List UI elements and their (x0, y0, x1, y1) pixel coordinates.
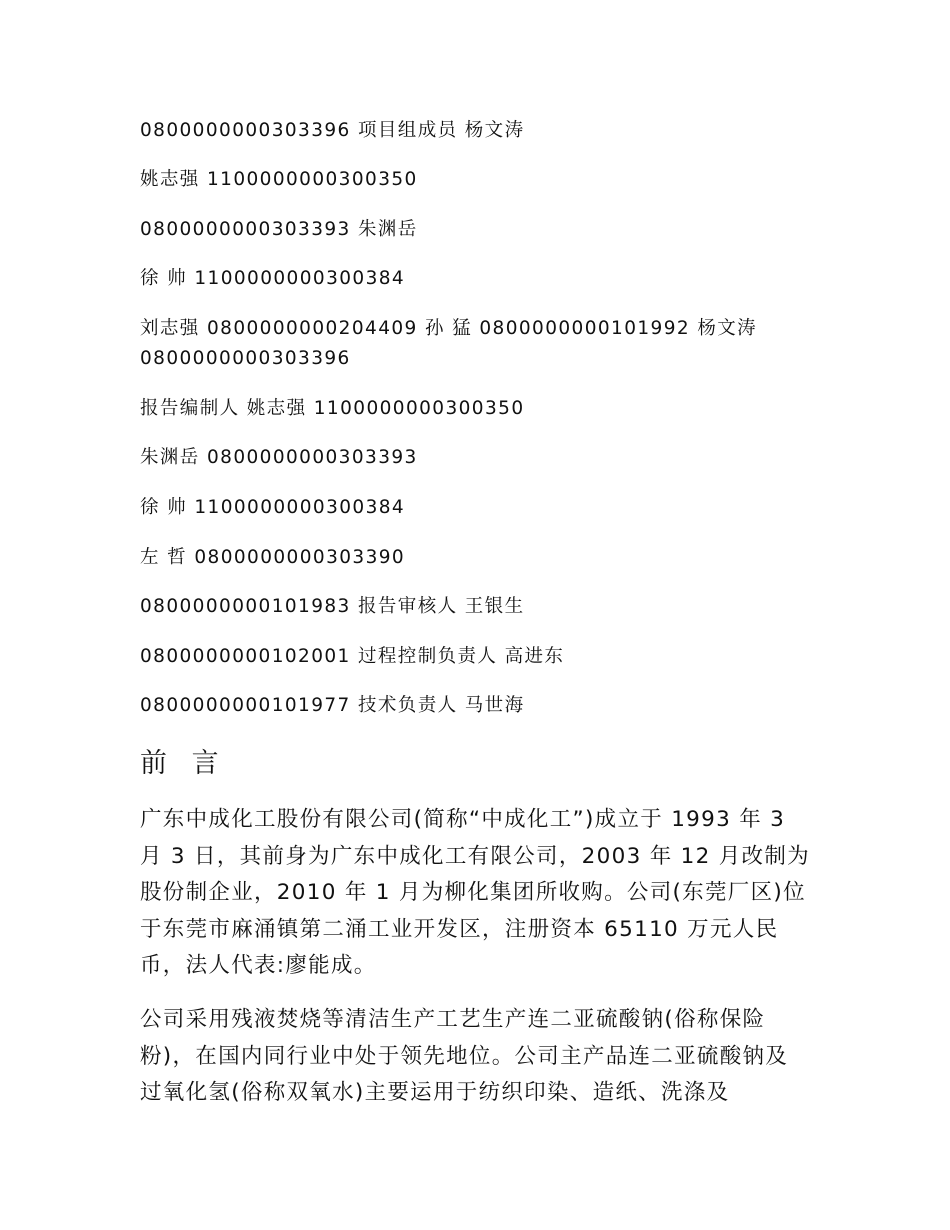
personnel-line: 刘志强 0800000000204409 孙 猛 0800000000101992 杨文涛 (140, 318, 758, 339)
personnel-line: 0800000000303396 (140, 348, 351, 369)
section-heading: 前 言 (140, 748, 227, 779)
personnel-line: 朱渊岳 0800000000303393 (140, 447, 418, 468)
personnel-line: 0800000000102001 过程控制负责人 高进东 (140, 646, 565, 667)
personnel-line: 0800000000101983 报告审核人 王银生 (140, 596, 525, 617)
personnel-line: 0800000000303393 朱渊岳 (140, 219, 418, 240)
personnel-line: 徐 帅 1100000000300384 (140, 497, 406, 518)
body-paragraph: 广东中成化工股份有限公司(简称“中成化工”)成立于 1993 年 3 月 3 日，其前身为广东中成化工有限公司，2003 年 12 月改制为股份制企业，2010 年 1 月为柳化集团所收购。公司(东莞厂区)位于东莞市麻涌镇第二涌工业开发区，注册资本 65110 万元人民币，法人代表:廖能成。 (140, 807, 810, 978)
personnel-line: 报告编制人 姚志强 1100000000300350 (140, 398, 525, 419)
personnel-line: 徐 帅 1100000000300384 (140, 268, 406, 289)
personnel-line: 0800000000101977 技术负责人 马世海 (140, 695, 525, 716)
personnel-line: 0800000000303396 项目组成员 杨文涛 (140, 120, 525, 141)
personnel-line: 左 哲 0800000000303390 (140, 547, 406, 568)
personnel-line: 姚志强 1100000000300350 (140, 169, 418, 190)
body-paragraph: 公司采用残液焚烧等清洁生产工艺生产连二亚硫酸钠(俗称保险粉)，在国内同行业中处于领先地位。公司主产品连二亚硫酸钠及过氧化氢(俗称双氧水)主要运用于纺织印染、造纸、洗涤及 (140, 1007, 789, 1105)
